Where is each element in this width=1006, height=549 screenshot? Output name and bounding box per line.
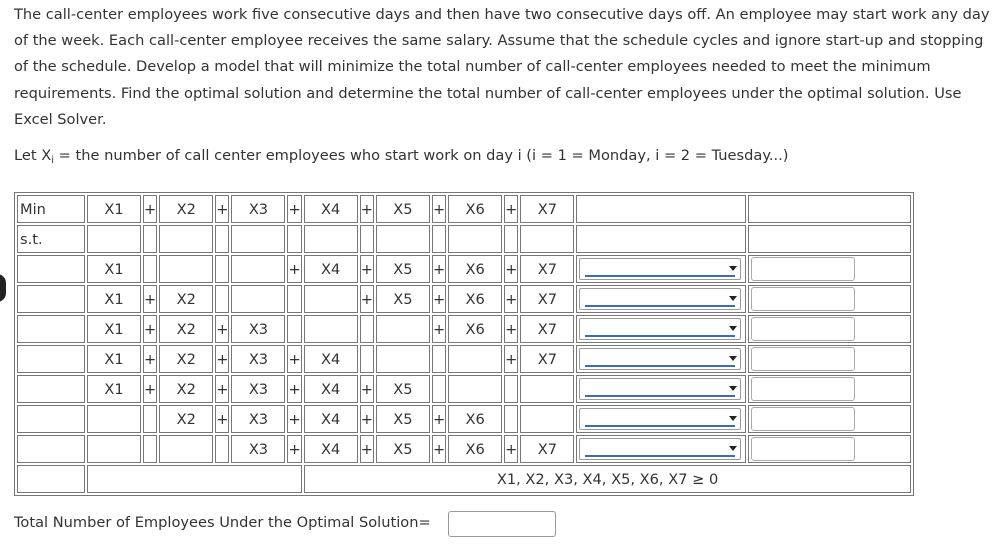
- constraint-5-var-5: X5: [376, 375, 430, 403]
- constraint-1-var-5: X5: [376, 255, 430, 283]
- st-var-1: [87, 225, 141, 253]
- constraint-5-var-7: [520, 375, 574, 403]
- constraint-3-label: [17, 315, 85, 343]
- constraint-4-row: [17, 345, 911, 373]
- objective-var-1: X1: [87, 195, 141, 223]
- chevron-down-icon: [729, 326, 737, 331]
- constraint-2-var-7: X7: [520, 285, 574, 313]
- constraint-1-label: [17, 255, 85, 283]
- objective-var-4: X4: [304, 195, 358, 223]
- constraint-7-plus-6: +: [504, 435, 518, 463]
- constraint-1-relation-cell: [576, 255, 746, 283]
- constraint-2-var-3: [231, 285, 285, 313]
- constraint-3-var-7: X7: [520, 315, 574, 343]
- constraint-2-rhs-cell: [748, 285, 911, 313]
- constraint-6-var-5: X5: [376, 405, 430, 433]
- constraint-2-row: [17, 285, 911, 313]
- constraint-3-plus-1: +: [143, 315, 157, 343]
- st-var-7: [520, 225, 574, 253]
- constraint-6-var-2: X2: [159, 405, 213, 433]
- constraint-6-var-4: X4: [304, 405, 358, 433]
- constraint-5-plus-3: +: [287, 375, 301, 403]
- constraint-4-label: [17, 345, 85, 373]
- constraint-6-plus-5: +: [432, 405, 446, 433]
- constraint-5-row: [17, 375, 911, 403]
- nonnegativity-constraint: X1, X2, X3, X4, X5, X6, X7 ≥ 0: [304, 465, 912, 493]
- total-employees-label: Total Number of Employees Under the Optimal Solution=: [14, 514, 431, 531]
- problem-statement: The call-center employees work five consecutive days and then have two consecutive days off. An employee may start work any day of the week. Each call-center employee receives the same salary. Assume that the schedule cycles and ignore start-up and stopping of the schedule. Develop a model that will minimize the total number of call-center employees needed to meet the minimum requirements. Find the optimal solution and determine the total number of call-center employees under the optimal solution. Use Excel Solver.: [14, 6, 990, 128]
- constraint-4-plus-5: [432, 345, 446, 373]
- constraint-7-var-1: [87, 435, 141, 463]
- constraint-1-rhs-input[interactable]: [751, 257, 855, 281]
- constraint-3-var-4: [304, 315, 358, 343]
- constraint-6-plus-2: +: [215, 405, 229, 433]
- constraint-2-plus-4: +: [360, 285, 374, 313]
- constraint-5-relation-dropdown[interactable]: [579, 378, 741, 400]
- constraint-3-plus-6: +: [504, 315, 518, 343]
- constraint-4-var-5: [376, 345, 430, 373]
- constraint-1-plus-6: +: [504, 255, 518, 283]
- constraint-7-plus-3: +: [287, 435, 301, 463]
- constraint-3-plus-4: [360, 315, 374, 343]
- constraint-7-plus-5: +: [432, 435, 446, 463]
- st-var-2: [159, 225, 213, 253]
- constraint-2-plus-3: [287, 285, 301, 313]
- constraint-7-var-6: X6: [448, 435, 502, 463]
- st-var-3: [231, 225, 285, 253]
- chevron-down-icon: [729, 296, 737, 301]
- constraint-6-var-3: X3: [231, 405, 285, 433]
- constraint-5-rhs-input[interactable]: [751, 377, 855, 401]
- objective-plus-4: +: [360, 195, 374, 223]
- nonneg-left-filler: [87, 465, 302, 493]
- constraint-5-plus-1: +: [143, 375, 157, 403]
- nonneg-row: [17, 465, 911, 493]
- objective-var-3: X3: [231, 195, 285, 223]
- constraint-7-rhs-cell: [748, 435, 911, 463]
- min-label: Min: [17, 195, 85, 223]
- constraint-2-plus-6: +: [504, 285, 518, 313]
- constraint-2-var-2: X2: [159, 285, 213, 313]
- objective-plus-1: +: [143, 195, 157, 223]
- st-label: s.t.: [17, 225, 85, 253]
- constraint-4-plus-3: +: [287, 345, 301, 373]
- st-plus-4: [360, 225, 374, 253]
- constraint-6-relation-dropdown[interactable]: [579, 408, 741, 430]
- constraint-1-var-4: X4: [304, 255, 358, 283]
- constraint-6-var-1: [87, 405, 141, 433]
- constraint-4-var-1: X1: [87, 345, 141, 373]
- constraint-5-var-1: X1: [87, 375, 141, 403]
- constraint-6-rhs-cell: [748, 405, 911, 433]
- constraint-7-plus-2: [215, 435, 229, 463]
- constraint-7-row: [17, 435, 911, 463]
- constraint-7-var-4: X4: [304, 435, 358, 463]
- objective-blank-2: [748, 195, 911, 223]
- st-plus-2: [215, 225, 229, 253]
- definition-lead: Let X: [14, 147, 52, 164]
- constraint-6-var-6: X6: [448, 405, 502, 433]
- constraint-4-plus-2: +: [215, 345, 229, 373]
- st-var-4: [304, 225, 358, 253]
- constraint-1-var-1: X1: [87, 255, 141, 283]
- constraint-7-plus-4: +: [360, 435, 374, 463]
- constraint-5-plus-5: [432, 375, 446, 403]
- chevron-down-icon: [729, 266, 737, 271]
- constraint-1-plus-4: +: [360, 255, 374, 283]
- constraint-2-label: [17, 285, 85, 313]
- lp-model-table: [14, 192, 914, 496]
- constraint-6-plus-1: [143, 405, 157, 433]
- constraint-6-var-7: [520, 405, 574, 433]
- constraint-1-rhs-cell: [748, 255, 911, 283]
- constraint-5-var-4: X4: [304, 375, 358, 403]
- constraint-3-plus-5: +: [432, 315, 446, 343]
- constraint-3-row: [17, 315, 911, 343]
- chevron-down-icon: [729, 416, 737, 421]
- st-plus-6: [504, 225, 518, 253]
- constraint-2-plus-5: +: [432, 285, 446, 313]
- objective-blank-1: [576, 195, 746, 223]
- constraint-7-var-2: [159, 435, 213, 463]
- constraint-5-rhs-cell: [748, 375, 911, 403]
- constraint-1-var-2: [159, 255, 213, 283]
- constraint-2-rhs-input[interactable]: [751, 287, 855, 311]
- variable-definition: [14, 145, 789, 172]
- constraint-6-row: [17, 405, 911, 433]
- st-plus-1: [143, 225, 157, 253]
- chevron-down-icon: [729, 386, 737, 391]
- constraint-7-var-5: X5: [376, 435, 430, 463]
- constraint-7-plus-1: [143, 435, 157, 463]
- constraint-3-var-3: X3: [231, 315, 285, 343]
- constraint-3-plus-2: +: [215, 315, 229, 343]
- constraint-4-rhs-input[interactable]: [751, 347, 855, 371]
- constraint-4-plus-1: +: [143, 345, 157, 373]
- objective-var-5: X5: [376, 195, 430, 223]
- constraint-4-plus-4: [360, 345, 374, 373]
- chevron-down-icon: [729, 356, 737, 361]
- st-row: [17, 225, 911, 253]
- constraint-3-relation-dropdown[interactable]: [579, 318, 741, 340]
- constraint-1-plus-2: [215, 255, 229, 283]
- constraint-4-plus-6: +: [504, 345, 518, 373]
- constraint-5-var-2: X2: [159, 375, 213, 403]
- objective-plus-6: +: [504, 195, 518, 223]
- constraint-3-plus-3: [287, 315, 301, 343]
- constraint-4-rhs-cell: [748, 345, 911, 373]
- constraint-4-relation-dropdown[interactable]: [579, 348, 741, 370]
- st-blank-2: [748, 225, 911, 253]
- definition-subscript: i: [51, 155, 54, 166]
- constraint-3-var-5: [376, 315, 430, 343]
- constraint-1-plus-1: [143, 255, 157, 283]
- constraint-2-var-1: X1: [87, 285, 141, 313]
- constraint-6-plus-6: [504, 405, 518, 433]
- constraint-5-var-6: [448, 375, 502, 403]
- constraint-5-relation-cell: [576, 375, 746, 403]
- constraint-5-label: [17, 375, 85, 403]
- st-blank-1: [576, 225, 746, 253]
- constraint-6-rhs-input[interactable]: [751, 407, 855, 431]
- constraint-1-var-7: X7: [520, 255, 574, 283]
- st-plus-5: [432, 225, 446, 253]
- constraint-4-var-6: [448, 345, 502, 373]
- constraint-7-relation-cell: [576, 435, 746, 463]
- constraint-6-relation-cell: [576, 405, 746, 433]
- constraint-1-plus-3: +: [287, 255, 301, 283]
- constraint-1-relation-dropdown[interactable]: [579, 258, 741, 280]
- constraint-2-var-5: X5: [376, 285, 430, 313]
- side-tab[interactable]: [0, 274, 6, 302]
- constraint-1-plus-5: +: [432, 255, 446, 283]
- objective-plus-2: +: [215, 195, 229, 223]
- constraint-6-plus-3: +: [287, 405, 301, 433]
- constraint-2-var-4: [304, 285, 358, 313]
- constraint-1-var-6: X6: [448, 255, 502, 283]
- constraint-7-relation-dropdown[interactable]: [579, 438, 741, 460]
- constraint-4-var-2: X2: [159, 345, 213, 373]
- constraint-5-plus-6: [504, 375, 518, 403]
- constraint-4-var-4: X4: [304, 345, 358, 373]
- constraint-7-label: [17, 435, 85, 463]
- constraint-3-var-6: X6: [448, 315, 502, 343]
- st-plus-3: [287, 225, 301, 253]
- constraint-5-var-3: X3: [231, 375, 285, 403]
- objective-var-7: X7: [520, 195, 574, 223]
- constraint-4-var-3: X3: [231, 345, 285, 373]
- constraint-5-plus-2: +: [215, 375, 229, 403]
- constraint-2-relation-cell: [576, 285, 746, 313]
- constraint-2-var-6: X6: [448, 285, 502, 313]
- constraint-2-plus-1: +: [143, 285, 157, 313]
- nonneg-label: [17, 465, 85, 493]
- st-var-6: [448, 225, 502, 253]
- constraint-6-label: [17, 405, 85, 433]
- objective-var-6: X6: [448, 195, 502, 223]
- total-employees-input[interactable]: [448, 511, 556, 537]
- constraint-7-var-3: X3: [231, 435, 285, 463]
- constraint-4-var-7: X7: [520, 345, 574, 373]
- constraint-2-relation-dropdown[interactable]: [579, 288, 741, 310]
- chevron-down-icon: [729, 446, 737, 451]
- constraint-3-rhs-input[interactable]: [751, 317, 855, 341]
- objective-row: [17, 195, 911, 223]
- constraint-7-rhs-input[interactable]: [751, 437, 855, 461]
- st-var-5: [376, 225, 430, 253]
- constraint-7-var-7: X7: [520, 435, 574, 463]
- constraint-1-var-3: [231, 255, 285, 283]
- constraint-3-var-2: X2: [159, 315, 213, 343]
- objective-plus-3: +: [287, 195, 301, 223]
- constraint-6-plus-4: +: [360, 405, 374, 433]
- constraint-3-rhs-cell: [748, 315, 911, 343]
- constraint-3-var-1: X1: [87, 315, 141, 343]
- constraint-5-plus-4: +: [360, 375, 374, 403]
- definition-rest: = the number of call center employees who start work on day i (i = 1 = Monday, i = 2 = Tuesday...): [54, 147, 789, 164]
- constraint-4-relation-cell: [576, 345, 746, 373]
- objective-var-2: X2: [159, 195, 213, 223]
- constraint-3-relation-cell: [576, 315, 746, 343]
- constraint-2-plus-2: [215, 285, 229, 313]
- objective-plus-5: +: [432, 195, 446, 223]
- constraint-1-row: [17, 255, 911, 283]
